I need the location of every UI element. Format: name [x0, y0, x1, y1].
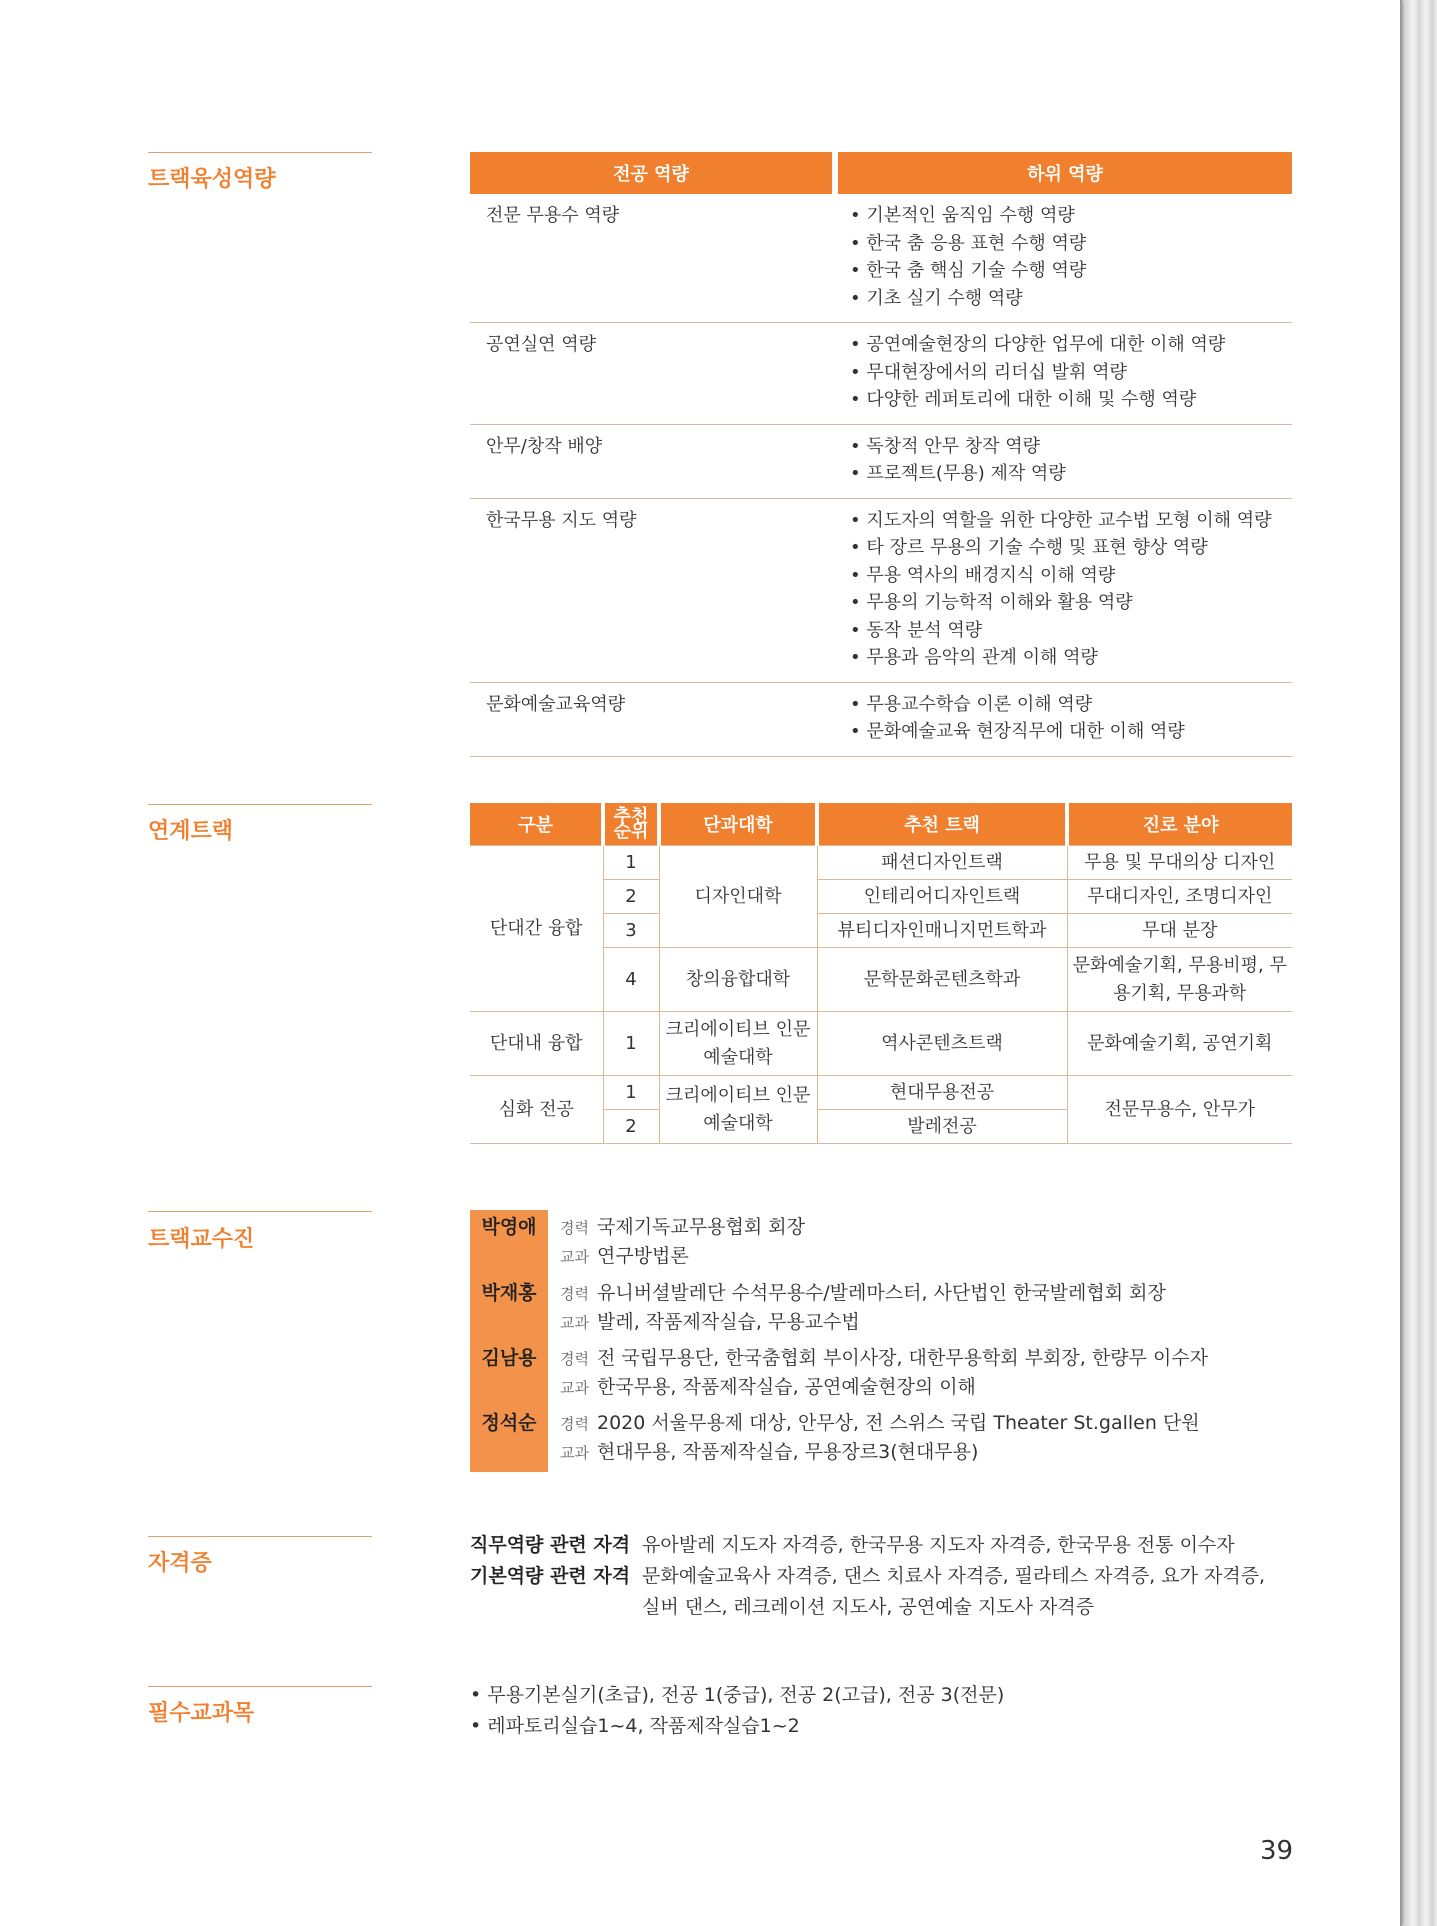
section-divider [148, 804, 372, 805]
list-item: • 무용교수학습 이론 이해 역량 [850, 691, 1292, 719]
list-item: • 무대현장에서의 리더십 발휘 역량 [850, 359, 1292, 387]
category-cell: 심화 전공 [470, 1076, 603, 1144]
header-rank: 추천 순위 [603, 803, 659, 846]
header-track: 추천 트랙 [817, 803, 1067, 846]
sub-competency-list [838, 194, 1292, 323]
list-item: • 공연예술현장의 다양한 업무에 대한 이해 역량 [850, 331, 1292, 359]
faculty-courses: 현대무용, 작품제작실습, 무용장르3(현대무용) [596, 1441, 979, 1463]
career-cell: 무대디자인, 조명디자인 [1067, 880, 1292, 914]
list-item: • 기초 실기 수행 역량 [850, 285, 1292, 313]
header-major-competency: 전공 역량 [470, 152, 838, 194]
list-item: • 한국 춤 핵심 기술 수행 역량 [850, 257, 1292, 285]
header-college: 단과대학 [659, 803, 817, 846]
faculty-career: 유니버셜발레단 수석무용수/발레마스터, 사단법인 한국발레협회 회장 [596, 1282, 1166, 1304]
course-label: 교과 [560, 1444, 589, 1462]
track-cell: 뷰티디자인매니지먼트학과 [817, 914, 1067, 948]
list-item: • 한국 춤 응용 표현 수행 역량 [850, 230, 1292, 258]
track-cell: 현대무용전공 [817, 1076, 1067, 1110]
rank-cell: 1 [603, 846, 659, 880]
rank-cell: 4 [603, 948, 659, 1012]
cert-job-row [470, 1530, 630, 1561]
career-label: 경력 [560, 1285, 589, 1303]
course-label: 교과 [560, 1314, 589, 1332]
list-item: • 기본적인 움직임 수행 역량 [850, 202, 1292, 230]
list-item: • 레파토리실습1~4, 작품제작실습1~2 [470, 1711, 800, 1742]
book-page-edge [1418, 0, 1434, 1926]
career-cell: 무용 및 무대의상 디자인 [1067, 846, 1292, 880]
rank-cell: 2 [603, 1110, 659, 1144]
competency-table [470, 152, 1292, 757]
rank-cell: 2 [603, 880, 659, 914]
header-career: 진로 분야 [1067, 803, 1292, 846]
category-cell: 단대내 융합 [470, 1012, 603, 1076]
career-cell: 무대 분장 [1067, 914, 1292, 948]
major-competency: 한국무용 지도 역량 [470, 499, 838, 683]
faculty-courses: 연구방법론 [596, 1245, 689, 1267]
faculty-name: 정석순 [481, 1412, 537, 1434]
section-title-required: 필수교과목 [148, 1701, 255, 1726]
college-cell: 디자인대학 [659, 846, 817, 948]
sub-competency-list [838, 683, 1292, 757]
table-row [470, 425, 1292, 499]
page-number: 39 [1260, 1836, 1294, 1866]
list-item: • 타 장르 무용의 기술 수행 및 표현 향상 역량 [850, 534, 1292, 562]
rank-cell: 1 [603, 1012, 659, 1076]
track-cell: 역사콘텐츠트랙 [817, 1012, 1067, 1076]
section-divider [148, 1686, 372, 1687]
faculty-name: 김남용 [481, 1347, 537, 1369]
sub-competency-list [838, 323, 1292, 425]
list-item: • 프로젝트(무용) 제작 역량 [850, 460, 1292, 488]
header-category: 구분 [470, 803, 603, 846]
section-title-competency: 트랙육성역량 [148, 167, 276, 192]
career-label: 경력 [560, 1350, 589, 1368]
faculty-career: 전 국립무용단, 한국춤협회 부이사장, 대한무용학회 부회장, 한량무 이수자 [596, 1347, 1209, 1369]
rank-cell: 1 [603, 1076, 659, 1110]
list-item: • 독창적 안무 창작 역량 [850, 433, 1292, 461]
list-item: • 무용의 기능학적 이해와 활용 역량 [850, 589, 1292, 617]
career-label: 경력 [560, 1219, 589, 1237]
section-divider [148, 1211, 372, 1212]
faculty-career: 국제기독교무용협회 회장 [596, 1216, 805, 1238]
list-item: • 무용 역사의 배경지식 이해 역량 [850, 562, 1292, 590]
list-item: • 다양한 레퍼토리에 대한 이해 및 수행 역량 [850, 386, 1292, 414]
section-divider [148, 152, 372, 153]
table-row [470, 683, 1292, 757]
section-title-certificates: 자격증 [148, 1551, 212, 1576]
major-competency: 공연실연 역량 [470, 323, 838, 425]
sub-competency-list [838, 499, 1292, 683]
header-sub-competency: 하위 역량 [838, 152, 1292, 194]
course-label: 교과 [560, 1248, 589, 1266]
college-cell: 창의융합대학 [659, 948, 817, 1012]
faculty-name: 박재홍 [481, 1282, 537, 1304]
table-row [470, 846, 1292, 880]
cert-basic-value-cont: 실버 댄스, 레크레이션 지도사, 공연예술 지도사 자격증 [642, 1596, 1095, 1618]
career-cell: 전문무용수, 안무가 [1067, 1076, 1292, 1144]
career-cell: 문화예술기획, 무용비평, 무용기획, 무용과학 [1067, 948, 1292, 1012]
major-competency: 전문 무용수 역량 [470, 194, 838, 323]
section-title-faculty: 트랙교수진 [148, 1227, 255, 1252]
list-item: • 지도자의 역할을 위한 다양한 교수법 모형 이해 역량 [850, 507, 1292, 535]
linked-track-table [470, 803, 1292, 1144]
track-cell: 인테리어디자인트랙 [817, 880, 1067, 914]
section-title-linked: 연계트랙 [148, 819, 234, 844]
track-cell: 패션디자인트랙 [817, 846, 1067, 880]
career-label: 경력 [560, 1415, 589, 1433]
list-item: • 무용과 음악의 관계 이해 역량 [850, 644, 1292, 672]
rank-cell: 3 [603, 914, 659, 948]
sub-competency-list [838, 425, 1292, 499]
college-cell: 크리에이티브 인문예술대학 [659, 1076, 817, 1144]
table-row [470, 1012, 1292, 1076]
list-item: • 동작 분석 역량 [850, 617, 1292, 645]
career-cell: 문화예술기획, 공연기획 [1067, 1012, 1292, 1076]
section-divider [148, 1536, 372, 1537]
table-row [470, 499, 1292, 683]
cert-basic-value: 문화예술교육사 자격증, 댄스 치료사 자격증, 필라테스 자격증, 요가 자격증, [642, 1565, 1266, 1587]
cert-job-label: 직무역량 관련 자격 [470, 1534, 631, 1556]
cert-basic-row [470, 1561, 630, 1592]
list-item: • 무용기본실기(초급), 전공 1(중급), 전공 2(고급), 전공 3(전문) [470, 1680, 1004, 1711]
table-row [470, 194, 1292, 323]
college-cell: 크리에이티브 인문예술대학 [659, 1012, 817, 1076]
faculty-career: 2020 서울무용제 대상, 안무상, 전 스위스 국립 Theater St.gallen 단원 [596, 1412, 1200, 1434]
track-cell: 문학문화콘텐츠학과 [817, 948, 1067, 1012]
faculty-name: 박영애 [481, 1216, 537, 1238]
major-competency: 문화예술교육역량 [470, 683, 838, 757]
major-competency: 안무/창작 배양 [470, 425, 838, 499]
list-item: • 문화예술교육 현장직무에 대한 이해 역량 [850, 718, 1292, 746]
faculty-courses: 한국무용, 작품제작실습, 공연예술현장의 이해 [596, 1376, 976, 1398]
faculty-courses: 발레, 작품제작실습, 무용교수법 [596, 1311, 860, 1333]
cert-job-value: 유아발레 지도자 자격증, 한국무용 지도자 자격증, 한국무용 전통 이수자 [642, 1534, 1235, 1556]
course-label: 교과 [560, 1379, 589, 1397]
table-row [470, 1076, 1292, 1110]
cert-basic-label: 기본역량 관련 자격 [470, 1565, 631, 1587]
track-cell: 발레전공 [817, 1110, 1067, 1144]
table-row [470, 323, 1292, 425]
category-cell: 단대간 융합 [470, 846, 603, 1012]
